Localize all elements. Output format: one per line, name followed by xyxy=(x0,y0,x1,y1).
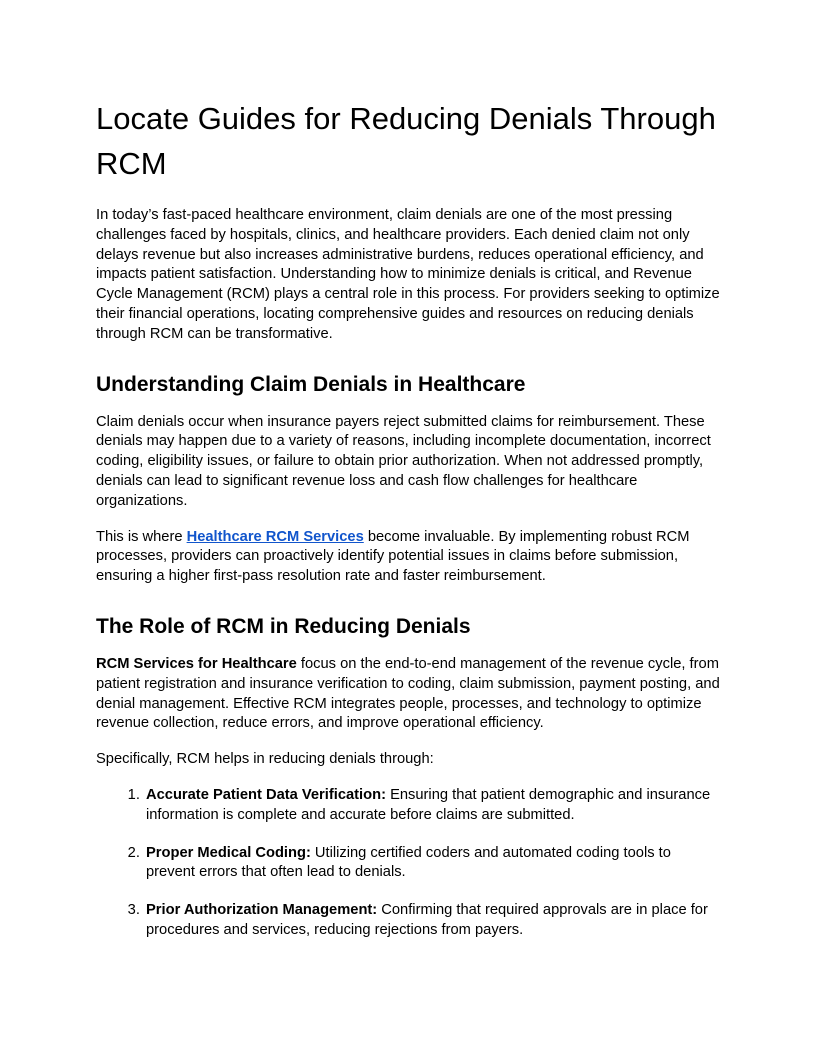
bold-run: Prior Authorization Management: xyxy=(146,902,378,919)
rcm-services-paragraph xyxy=(96,528,720,587)
text-run: focus on the end-to-end management of the revenue cycle, from patient registration and insurance verification to coding, claim submission, payment posting, and denial management. Effective RCM integrates people, processes, and technology to optimize revenue collection, reduce errors, and improve operational efficiency. xyxy=(96,655,720,732)
list-item xyxy=(144,844,720,884)
text-run: Ensuring that patient demographic and insurance information is complete and accurate before claims are submitted. xyxy=(146,786,711,823)
role-of-rcm-paragraph xyxy=(96,655,720,734)
intro-paragraph: In today’s fast-paced healthcare environment, claim denials are one of the most pressing challenges faced by hospitals, clinics, and healthcare providers. Each denied claim not only delays revenue but also increases administrative burdens, reduces operational efficiency, and impacts patient satisfaction. Understanding how to minimize denials is critical, and Revenue Cycle Management (RCM) plays a central role in this process. For providers seeking to optimize their financial operations, locating comprehensive guides and resources on reducing denials through RCM can be transformative. xyxy=(96,207,720,342)
list-intro-paragraph: Specifically, RCM helps in reducing denials through: xyxy=(96,751,434,768)
claim-denials-paragraph: Claim denials occur when insurance payers reject submitted claims for reimbursement. These denials may happen due to a variety of reasons, including incomplete documentation, incorrect coding, eligibility issues, or failure to obtain prior authorization. When not addressed promptly, denials can lead to significant revenue loss and cash flow challenges for healthcare organizations. xyxy=(96,413,711,509)
bold-run: Accurate Patient Data Verification: xyxy=(146,786,386,803)
text-run: Utilizing certified coders and automated coding tools to prevent errors that often lead to denials. xyxy=(146,844,671,881)
list-item xyxy=(144,786,720,826)
text-run: This is where xyxy=(96,528,187,545)
bold-run: Proper Medical Coding: xyxy=(146,844,311,861)
text-run: become invaluable. By implementing robust RCM processes, providers can proactively identify potential issues in claims before submission, ensuring a higher first-pass resolution rate and faster reimbursement. xyxy=(96,528,690,585)
document-title: Locate Guides for Reducing Denials Through RCM xyxy=(96,101,716,181)
section-heading-claim-denials: Understanding Claim Denials in Healthcare xyxy=(96,372,526,396)
text-run: Confirming that required approvals are in place for procedures and services, reducing rejections from payers. xyxy=(146,902,708,938)
healthcare-rcm-services-link[interactable]: Healthcare RCM Services xyxy=(186,528,364,545)
section-heading-role-of-rcm: The Role of RCM in Reducing Denials xyxy=(96,614,471,638)
list-item xyxy=(144,901,720,941)
denial-reduction-list xyxy=(96,786,720,941)
bold-run: RCM Services for Healthcare xyxy=(96,655,297,672)
